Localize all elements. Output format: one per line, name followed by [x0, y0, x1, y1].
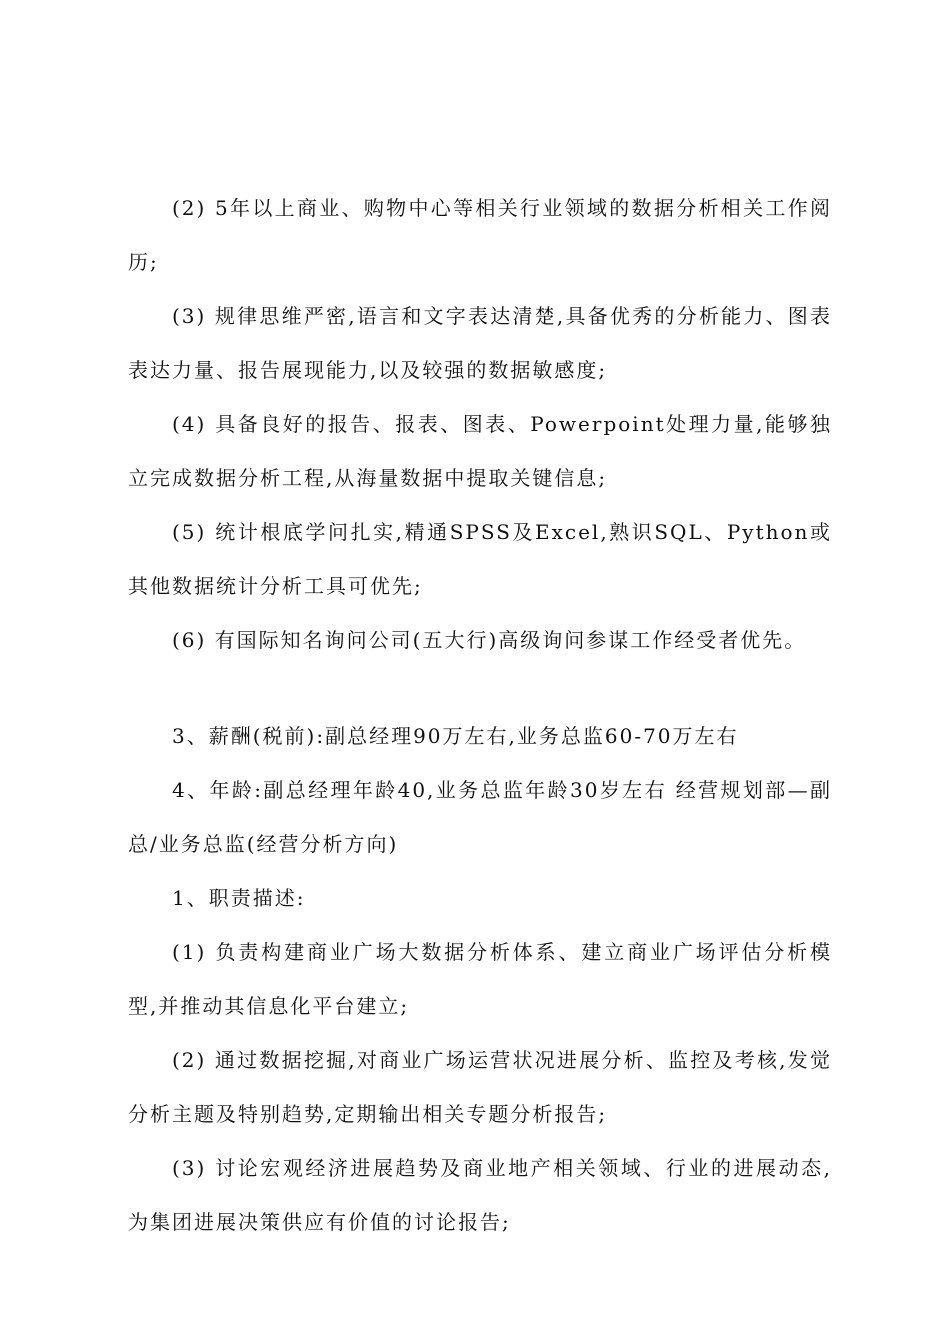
requirement-6: (6) 有国际知名询问公司(五大行)高级询问参谋工作经受者优先。 [172, 628, 807, 652]
duties-heading: 1、职责描述: [172, 886, 306, 910]
requirement-2: (2) 5年以上商业、购物中心等相关行业领域的数据分析相关工作阅历; [128, 196, 832, 274]
age-line: 4、年龄:副总经理年龄40,业务总监年龄30岁左右 经营规划部—副总/业务总监(经营分析方向) [128, 778, 832, 856]
section-spacer [128, 667, 832, 709]
salary-line: 3、薪酬(税前):副总经理90万左右,业务总监60-70万左右 [172, 724, 739, 748]
document-body [128, 181, 832, 1249]
duty-1: (1) 负责构建商业广场大数据分析体系、建立商业广场评估分析模型,并推动其信息化平台建立; [128, 940, 832, 1018]
requirement-4: (4) 具备良好的报告、报表、图表、Powerpoint处理力量,能够独立完成数据分析工程,从海量数据中提取关键信息; [128, 412, 832, 490]
duty-3: (3) 讨论宏观经济进展趋势及商业地产相关领域、行业的进展动态,为集团进展决策供应有价值的讨论报告; [128, 1156, 832, 1234]
requirement-3: (3) 规律思维严密,语言和文字表达清楚,具备优秀的分析能力、图表表达力量、报告展现能力,以及较强的数据敏感度; [128, 304, 832, 382]
duty-2: (2) 通过数据挖掘,对商业广场运营状况进展分析、监控及考核,发觉分析主题及特别趋势,定期输出相关专题分析报告; [128, 1048, 832, 1126]
requirement-5: (5) 统计根底学问扎实,精通SPSS及Excel,熟识SQL、Python或其他数据统计分析工具可优先; [128, 520, 832, 598]
